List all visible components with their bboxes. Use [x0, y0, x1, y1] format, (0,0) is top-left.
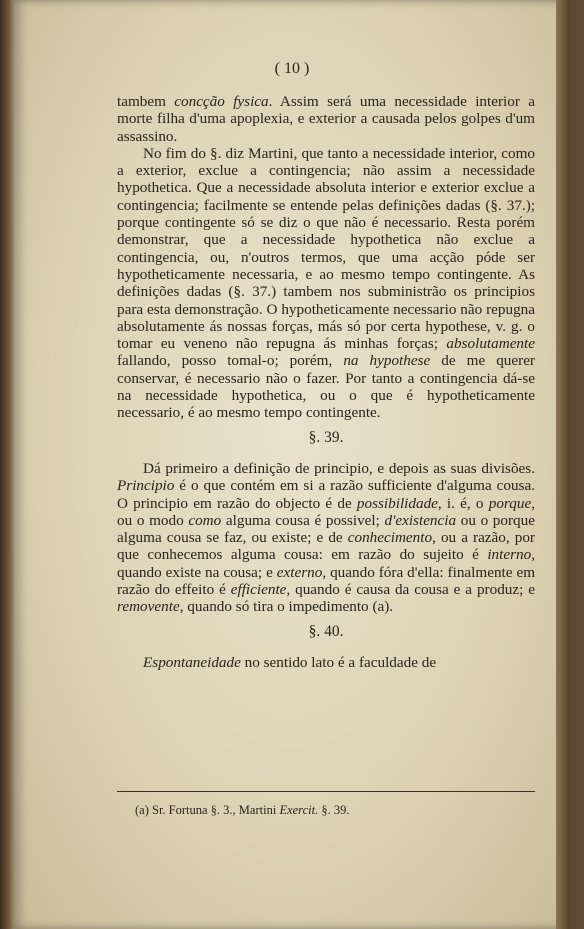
- italic-text: concção fysica: [174, 93, 269, 110]
- text-run: , i. é, o: [437, 494, 489, 512]
- italic-text: efficiente: [230, 581, 287, 599]
- paragraph: [117, 654, 535, 671]
- italic-text: Espontaneidade: [143, 653, 241, 671]
- text-run: , quando fóra d'ella: finalmente em razão do effeito é: [117, 563, 536, 599]
- paragraph: [117, 460, 535, 616]
- section-heading: [117, 623, 535, 640]
- text-run: §. 39.: [318, 803, 350, 817]
- text-run: (a) Sr. Fortuna §. 3., Martini: [135, 803, 280, 817]
- section-heading: [117, 429, 535, 446]
- italic-text: conhecimento: [347, 529, 433, 547]
- text-run: , quando é causa da cousa e a produz; e: [286, 581, 535, 599]
- text-run: alguma cousa é possivel;: [221, 511, 385, 529]
- text-run: é o que contém em si a razão sufficiente d'alguma cousa. O principio em razão do objecto é de: [117, 477, 535, 512]
- text-run: , ou o modo: [117, 494, 535, 529]
- text-run: fallando, posso tomal-o; porém,: [117, 352, 344, 370]
- italic-text: removente: [117, 598, 180, 616]
- text-run: no sentido lato é a faculdade de: [240, 653, 437, 671]
- page-body: [117, 93, 535, 671]
- text-run: , quando existe na cousa; e: [117, 546, 535, 581]
- text-run: , quando só tira o impedimento (a).: [179, 598, 394, 616]
- book-page: [14, 0, 570, 929]
- italic-text: na hypothese: [343, 352, 431, 370]
- book-spine-shadow: [0, 0, 14, 929]
- text-run: de me querer conservar, é necessario não o fazer. Por tanto a contingencia dá-se na necessidade hypothetica, ou o que é hypotheticamente necessario, é ao mesmo tempo contingente.: [117, 352, 535, 422]
- paragraph: [117, 93, 535, 145]
- page-edge-shadow: [556, 0, 570, 929]
- italic-text: possibilidade: [356, 494, 438, 512]
- text-run: Dá primeiro a definição de principio, e depois as suas divisões.: [143, 459, 535, 477]
- italic-text: porque: [488, 494, 532, 512]
- text-run: §. 39.: [308, 428, 344, 446]
- italic-text: interno: [487, 546, 532, 564]
- page-number: ( 10 ): [274, 60, 310, 77]
- text-run: tambem: [117, 93, 175, 110]
- italic-text: Exercit.: [279, 803, 319, 817]
- italic-text: externo: [276, 563, 323, 581]
- text-run: , ou a razão, por que conhecemos alguma cousa: em razão do sujeito é: [117, 529, 535, 564]
- paragraph: [117, 145, 535, 422]
- footnote: [135, 803, 535, 818]
- text-run: ou o porque alguma cousa se faz, ou existe; e de: [117, 511, 535, 547]
- text-run: §. 40.: [308, 622, 344, 640]
- italic-text: d'existencia: [384, 511, 457, 529]
- text-run: No fim do §. diz Martini, que tanto a necessidade interior, como a exterior, exclue a contingencia; não assim a necessidade hypothetica. Que a necessidade absoluta interior e exterior exclue a contingencia; facilmente se entende pelas definições dadas (§. 37.); porque contingente só se diz o que não é necessario. Resta porém demonstrar, que a necessidade hypothetica não exclue a contingencia, ou, n'outros termos, que uma acção póde ser hypotheticamente necessaria, e ao mesmo tempo contingente. As definições dadas (§. 37.) tambem nos subministrão os principios para esta demonstração. O hypotheticamente necessario não repugna absolutamente ás nossas forças, más só por certa hypothese, v. g. o tomar eu veneno não repugna ás minhas forças;: [117, 144, 535, 353]
- italic-text: absolutamente: [446, 335, 535, 353]
- footnote-divider: [117, 791, 535, 792]
- italic-text: Principio: [117, 477, 175, 495]
- text-run: . Assim será uma necessidade interior a morte filha d'uma apoplexia, e exterior a causada pelos golpes d'um assassino.: [117, 93, 535, 145]
- italic-text: como: [188, 511, 222, 529]
